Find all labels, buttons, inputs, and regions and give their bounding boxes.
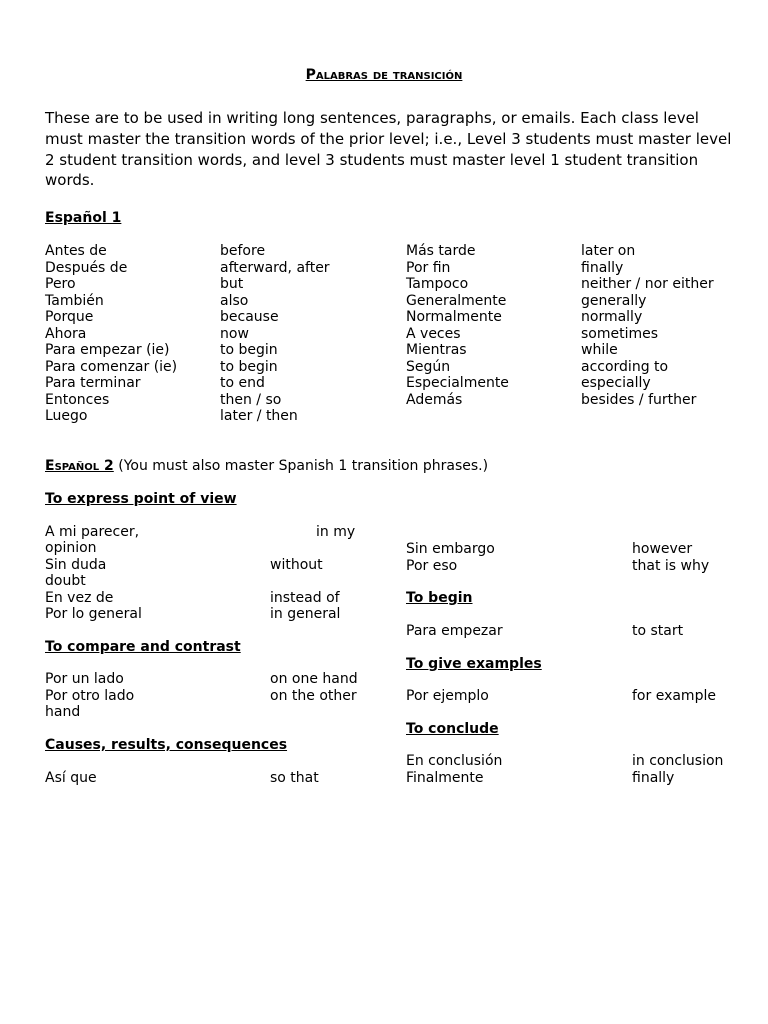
compare-contrast-heading: To compare and contrast (45, 639, 241, 655)
phrase-english: to start (632, 623, 684, 639)
vocab-english: later on (581, 243, 636, 259)
phrase-english: however (632, 541, 693, 557)
vocab-english: afterward, after (220, 259, 330, 276)
vocab-spanish: También (45, 292, 104, 309)
page-title: Palabras de transición (305, 67, 463, 83)
phrase-english: instead of (270, 590, 340, 606)
phrase-english: so that (270, 770, 319, 786)
phrase-english: finally (632, 770, 675, 786)
vocab-spanish: Mientras (406, 342, 467, 358)
phrase-english-wrap: hand (45, 704, 81, 720)
phrase-english-wrap: opinion (45, 540, 97, 556)
phrase-spanish: Por un lado (45, 671, 124, 687)
phrase-english: that is why (632, 558, 710, 574)
point-of-view-heading: To express point of view (45, 491, 237, 507)
vocab-english: while (581, 342, 618, 358)
phrase-english: in my (316, 524, 356, 540)
phrase-spanish: Por lo general (45, 606, 142, 622)
vocab-spanish: Para terminar (45, 375, 141, 391)
vocab-spanish: Por fin (406, 259, 451, 276)
vocab-spanish: Para comenzar (ie) (45, 358, 178, 375)
vocab-spanish: Normalmente (406, 309, 502, 325)
vocab-english: now (220, 325, 249, 342)
vocab-english: to begin (220, 358, 278, 375)
phrase-english: without (270, 557, 323, 573)
intro-paragraph: These are to be used in writing long sentences, paragraphs, or emails. Each class level must master the transition words of the prior level; i.e., Level 3 students must master level 2 student transition words, and level 3 students must master level 1 student transition words. (45, 109, 732, 190)
vocab-spanish: Entonces (45, 391, 110, 408)
vocab-spanish: Más tarde (406, 243, 476, 259)
vocab-english: generally (581, 292, 647, 309)
vocab-english: but (220, 276, 244, 292)
phrase-spanish: Finalmente (406, 770, 484, 786)
vocab-spanish: Después de (45, 259, 128, 276)
phrase-english: in general (270, 606, 341, 622)
causes-heading: Causes, results, consequences (45, 737, 288, 753)
vocab-spanish: Pero (45, 276, 76, 292)
espanol1-right-english-column (581, 243, 714, 408)
vocab-english: besides / further (581, 391, 697, 408)
vocab-spanish: Porque (45, 309, 94, 325)
phrase-spanish: En conclusión (406, 753, 503, 769)
phrase-spanish: A mi parecer, (45, 524, 140, 540)
vocab-english: neither / nor either (581, 276, 714, 292)
vocab-spanish: Generalmente (406, 292, 507, 309)
phrase-spanish: Sin embargo (406, 541, 495, 557)
vocab-spanish: A veces (406, 325, 461, 342)
phrase-spanish: Por ejemplo (406, 688, 489, 704)
to-begin-heading: To begin (406, 590, 473, 606)
vocab-spanish: Luego (45, 408, 88, 424)
vocab-english: especially (581, 375, 651, 391)
phrase-spanish: Por otro lado (45, 688, 135, 704)
vocab-english: according to (581, 358, 669, 375)
vocab-spanish: Especialmente (406, 375, 509, 391)
espanol1-right-spanish-column (406, 243, 509, 408)
phrase-english: in conclusion (632, 753, 724, 769)
examples-heading: To give examples (406, 656, 542, 672)
espanol1-left-spanish-column (45, 243, 177, 425)
vocab-english: to end (220, 375, 265, 391)
vocab-english: sometimes (581, 325, 659, 342)
phrase-english: on one hand (270, 671, 358, 687)
vocab-english: to begin (220, 342, 278, 358)
vocab-spanish: Según (406, 358, 451, 375)
vocab-spanish: Ahora (45, 325, 87, 342)
vocab-english: then / so (220, 391, 282, 408)
vocab-spanish: Además (406, 391, 463, 408)
vocab-spanish: Antes de (45, 243, 107, 259)
espanol1-heading: Español 1 (45, 210, 122, 226)
espanol1-left-english-column (220, 243, 330, 425)
vocab-english: also (220, 292, 249, 309)
vocab-english: later / then (220, 408, 298, 424)
vocab-english: before (220, 243, 266, 259)
espanol2-heading: Español 2 (45, 458, 114, 474)
conclude-heading: To conclude (406, 721, 499, 737)
vocab-english: normally (581, 309, 643, 325)
espanol2-heading-line (45, 458, 488, 474)
phrase-english: on the other (270, 688, 357, 704)
vocab-spanish: Tampoco (406, 276, 469, 292)
vocab-spanish: Para empezar (ie) (45, 342, 170, 358)
phrase-spanish: Así que (45, 770, 97, 786)
phrase-english: for example (632, 688, 716, 704)
espanol2-note: (You must also master Spanish 1 transition phrases.) (113, 458, 489, 474)
phrase-spanish: Sin duda (45, 557, 107, 573)
phrase-spanish: Por eso (406, 558, 458, 574)
phrase-english-wrap: doubt (45, 573, 86, 589)
phrase-spanish: En vez de (45, 590, 114, 606)
phrase-spanish: Para empezar (406, 623, 503, 639)
vocab-english: because (220, 309, 279, 325)
vocab-english: finally (581, 259, 624, 276)
